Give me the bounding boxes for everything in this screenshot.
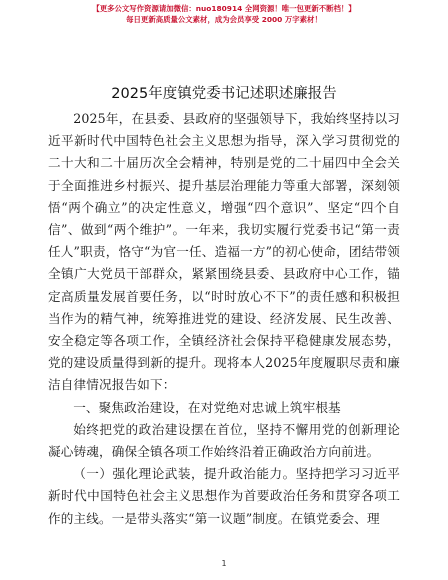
- page-number: 1: [221, 559, 227, 568]
- section-heading-1: 一、聚焦政治建设，在对党绝对忠诚上筑牢根基: [73, 399, 341, 415]
- document-title: 2025年度镇党委书记述职述廉报告: [111, 86, 337, 102]
- promo-banner-line-2: 每日更新高质量公文素材，成为会员享受 2000 万字素材！: [126, 15, 322, 24]
- intro-paragraph: 2025年，在县委、县政府的坚强领导下，我始终坚持以习近平新时代中国特色社会主义思想为指导，深入学习贯彻党的二十大和二十届历次全会精神，特别是党的二十届四中全会关于全面推进乡村振兴、提升基层治理能力等重大部署，深刻领悟“两个确立”的决定性意义，增强“四个意识”、坚定“四个自信”、做到“两个维护”。一年来，我切实履行党委书记“第一责任人”职责，恪守“为官一任、造福一方”的初心使命，团结带领全镇广大党员干部群众，紧紧围绕县委、县政府中心工作，锚定高质量发展首要任务，以“时时放心不下”的责任感和积极担当作为的精气神，统筹推进党的建设、经济发展、民生改善、安全稳定等各项工作，全镇经济社会保持平稳健康发展态势，党的建设质量得到新的提升。现将本人2025年度履职尽责和廉洁自律情况报告如下：: [48, 111, 400, 393]
- subsection-paragraph: （一）强化理论武装，提升政治能力。坚持把学习习近平新时代中国特色社会主义思想作为首要政治任务和贯穿各项工作的主线。一是带头落实“第一议题”制度。在镇党委会、理: [48, 466, 400, 526]
- document-body: [48, 108, 400, 530]
- section-paragraph: 始终把党的政治建设摆在首位，坚持不懈用党的创新理论凝心铸魂，确保全镇各项工作始终沿着正确政治方向前进。: [48, 421, 400, 460]
- promo-banner-line-1: 【更多公文写作资源请加微信：nuo180914 全网资源！唯一包更新不断档！】: [92, 4, 356, 13]
- promo-banner: [0, 3, 448, 25]
